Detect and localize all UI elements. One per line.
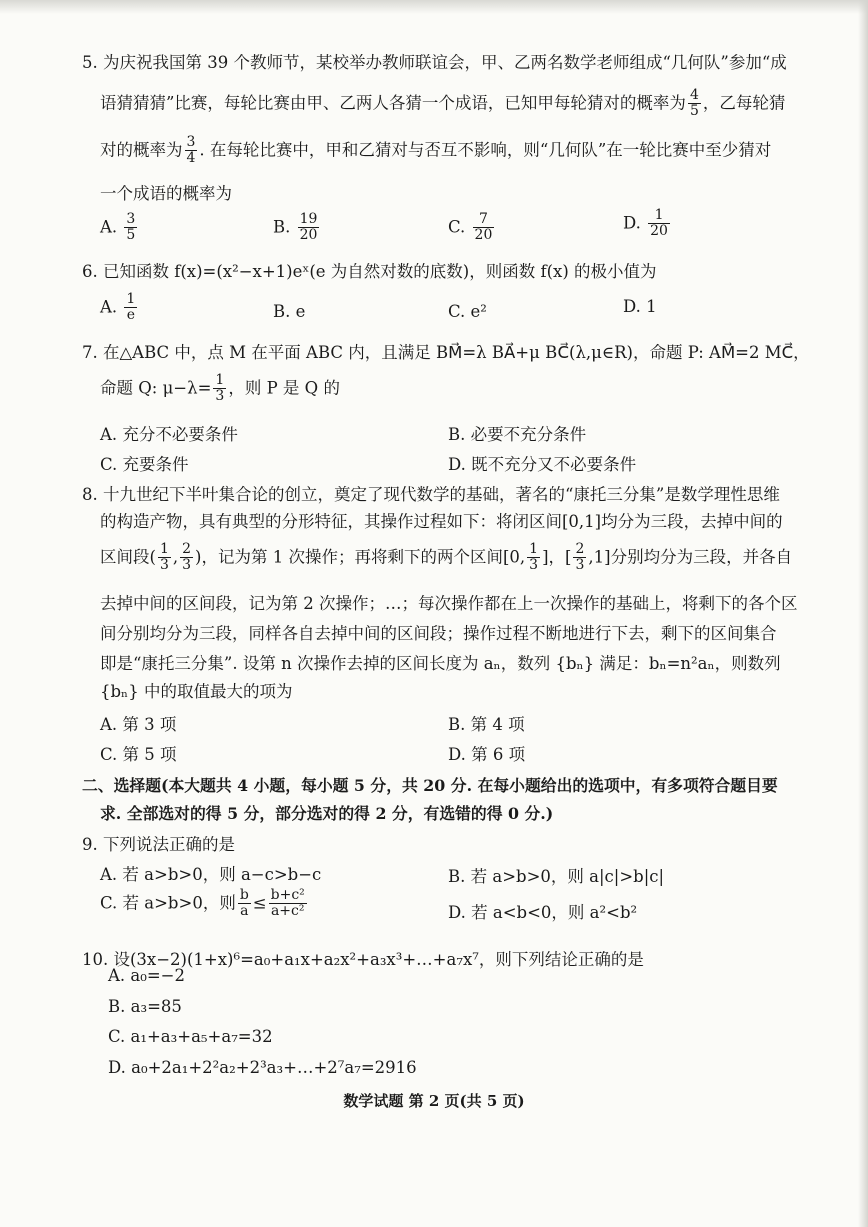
q6-option-a-label: A. — [100, 297, 118, 317]
q8-f1-num: 1 — [159, 541, 169, 557]
q8-option-a: A. 第 3 项 — [100, 715, 177, 734]
q5-option-c-frac — [473, 212, 495, 244]
q5-line-4: 一个成语的概率为 — [100, 184, 232, 203]
q8-f3-den: 3 — [529, 557, 539, 574]
q10-line-1: 10. 设(3x−2)(1+x)⁶=a₀+a₁x+a₂x²+a₃x³+…+a₇x⁷，则下列结论正确的是 — [82, 950, 644, 969]
q8-line-3c: 分别均分为三段，并各自 — [610, 547, 793, 567]
q5-option-b — [273, 212, 321, 244]
q8-l3-open: ( — [149, 547, 156, 567]
q9-oc-f2-num: b+c² — [270, 887, 305, 903]
q5-line-3a: 对的概率为 — [100, 140, 183, 160]
q8-line-7: {bₙ} 中的取值最大的项为 — [100, 682, 293, 701]
q6-option-d: D. 1 — [623, 297, 657, 316]
q5-option-d-frac — [648, 208, 670, 240]
q8-frac-1 — [158, 542, 171, 574]
q5-frac1-den: 5 — [689, 103, 699, 120]
q9-option-c-text: C. 若 a>b>0，则 — [100, 893, 236, 913]
q5-ob-num: 19 — [299, 211, 318, 227]
q8-option-d: D. 第 6 项 — [448, 745, 526, 764]
q8-l3-int2b: ,1] — [588, 547, 611, 567]
q5-option-d — [623, 208, 672, 240]
q8-l3-int1b: ]，[ — [542, 547, 572, 567]
q9-option-c-frac1 — [238, 888, 251, 920]
section-2-heading-line-1: 二、选择题(本大题共 4 小题，每小题 5 分，共 20 分. 在每小题给出的选项中，有多项符合题目要 — [82, 776, 778, 795]
q5-ob-den: 20 — [299, 227, 318, 244]
q8-option-b: B. 第 4 项 — [448, 715, 525, 734]
q7-frac-den: 3 — [215, 388, 225, 405]
q10-option-a: A. a₀=−2 — [108, 966, 186, 985]
q9-option-c-le: ≤ — [252, 893, 267, 913]
q5-option-c-label: C. — [448, 217, 466, 237]
q8-line-6: 即是“康托三分集”. 设第 n 次操作去掉的区间长度为 aₙ，数列 {bₙ} 满足：bₙ=n²aₙ，则数列 — [100, 654, 781, 673]
q7-option-b: B. 必要不充分条件 — [448, 425, 587, 444]
q8-line-4: 去掉中间的区间段，记为第 2 次操作；…；每次操作都在上一次操作的基础上，将剩下的各个区 — [100, 594, 798, 613]
q5-option-b-frac — [298, 212, 320, 244]
page-footer: 数学试题 第 2 页(共 5 页) — [343, 1092, 525, 1110]
q8-f2-den: 3 — [182, 557, 192, 574]
q5-line-1: 5. 为庆祝我国第 39 个教师节，某校举办教师联谊会，甲、乙两名数学老师组成“几何队”参加“成 — [82, 53, 787, 72]
q8-frac-3 — [527, 542, 540, 574]
q7-line-1: 7. 在△ABC 中，点 M 在平面 ABC 内，且满足 BM⃗=λ BA⃗+μ BC⃗(λ,μ∈R)，命题 P: AM⃗=2 MC⃗， — [82, 343, 810, 362]
q8-line-2: 的构造产物，具有典型的分形特征，其操作过程如下：将闭区间[0,1]均分为三段，去掉中间的 — [100, 512, 783, 531]
q5-frac2-den: 4 — [186, 150, 196, 167]
q8-f2-num: 2 — [182, 541, 192, 557]
q10-option-d: D. a₀+2a₁+2²a₂+2³a₃+…+2⁷a₇=2916 — [108, 1058, 417, 1077]
q5-line-3b: . 在每轮比赛中，甲和乙猜对与否互不影响，则“几何队”在一轮比赛中至少猜对 — [199, 140, 772, 160]
q6-option-b: B. e — [273, 302, 306, 321]
q8-f3-num: 1 — [529, 541, 539, 557]
q9-oc-f1-num: b — [239, 887, 249, 903]
q5-option-a-frac — [124, 212, 137, 244]
q5-option-a-label: A. — [100, 217, 118, 237]
q5-oa-den: 5 — [126, 227, 136, 244]
q7-fraction — [213, 373, 226, 405]
q9-option-c-frac2 — [269, 888, 307, 920]
q5-od-num: 1 — [648, 208, 670, 224]
q6-option-a — [100, 292, 139, 324]
q7-frac-num: 1 — [215, 372, 225, 388]
q8-l3-int1a: [0, — [502, 547, 526, 567]
q9-oc-f2-den: a+c² — [270, 903, 305, 920]
q8-frac-4 — [573, 542, 586, 574]
q6-option-a-frac — [124, 292, 137, 324]
section-2-heading-line-2: 求. 全部选对的得 5 分，部分选对的得 2 分，有选错的得 0 分.) — [100, 804, 554, 823]
q5-oc-num: 7 — [473, 212, 495, 228]
q6-oa-num: 1 — [126, 291, 136, 307]
q8-f1-den: 3 — [159, 557, 169, 574]
q6-option-c: C. e² — [448, 302, 487, 321]
q6-oa-den: e — [126, 307, 136, 324]
q5-option-b-label: B. — [273, 217, 291, 237]
q9-option-c — [100, 888, 309, 920]
q8-line-1: 8. 十九世纪下半叶集合论的创立，奠定了现代数学的基础，著名的“康托三分集”是数学理性思维 — [82, 485, 780, 504]
q5-line-3 — [100, 135, 771, 167]
q5-oc-den: 20 — [474, 227, 493, 244]
q5-line-2a: 语猜猜猜”比赛，每轮比赛由甲、乙两人各猜一个成语，已知甲每轮猜对的概率为 — [100, 93, 686, 113]
q8-option-c: C. 第 5 项 — [100, 745, 177, 764]
q7-option-a: A. 充分不必要条件 — [100, 425, 238, 444]
q8-line-3b: ，记为第 1 次操作；再将剩下的两个区间 — [201, 547, 503, 567]
q6-line-1: 6. 已知函数 f(x)=(x²−x+1)eˣ(e 为自然对数的底数)，则函数 f(x) 的极小值为 — [82, 262, 657, 281]
q9-option-d: D. 若 a<b<0，则 a²<b² — [448, 903, 638, 922]
q8-f4-den: 3 — [575, 557, 585, 574]
q5-option-a — [100, 212, 139, 244]
q9-option-a: A. 若 a>b>0，则 a−c>b−c — [100, 865, 322, 884]
q8-f4-num: 2 — [575, 541, 585, 557]
scan-top-shadow — [0, 0, 868, 14]
q8-l3-close: ) — [195, 547, 202, 567]
q5-fraction-jia — [688, 88, 701, 120]
q7-line-2 — [100, 373, 340, 405]
q8-line-5: 间分别均分为三段，同样各自去掉中间的区间段；操作过程不断地进行下去，剩下的区间集合 — [100, 624, 777, 643]
q9-line-1: 9. 下列说法正确的是 — [82, 835, 235, 854]
q7-line-2b: ，则 P 是 Q 的 — [228, 378, 340, 398]
q8-frac-2 — [180, 542, 193, 574]
q5-line-2 — [100, 88, 785, 120]
q5-od-den: 20 — [650, 223, 668, 240]
q10-option-c: C. a₁+a₃+a₅+a₇=32 — [108, 1027, 273, 1046]
q8-l3-comma: , — [172, 547, 179, 567]
q7-line-2a: 命题 Q: μ−λ= — [100, 378, 212, 398]
q9-option-b: B. 若 a>b>0，则 a|c|>b|c| — [448, 867, 665, 886]
q5-oa-num: 3 — [126, 211, 136, 227]
q5-option-c — [448, 212, 496, 244]
scan-right-shadow — [858, 0, 868, 1227]
q5-option-d-label: D. — [623, 213, 641, 233]
q7-option-d: D. 既不充分又不必要条件 — [448, 455, 637, 474]
q5-fraction-yi — [185, 135, 198, 167]
q8-line-3a: 区间段 — [100, 547, 150, 567]
q5-frac2-num: 3 — [186, 134, 196, 150]
q7-option-c: C. 充要条件 — [100, 455, 189, 474]
q9-oc-f1-den: a — [240, 903, 249, 920]
q5-line-2b: ，乙每轮猜 — [702, 93, 786, 113]
q5-frac1-num: 4 — [689, 87, 699, 103]
q8-line-3 — [100, 542, 792, 574]
q10-option-b: B. a₃=85 — [108, 997, 182, 1016]
